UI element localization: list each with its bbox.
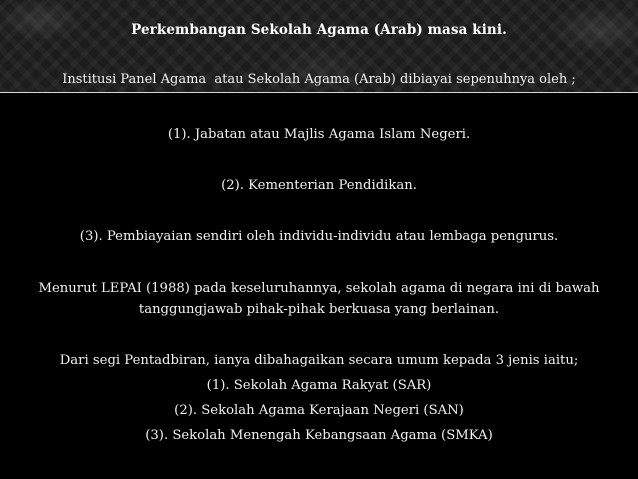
school-type-2: (2). Sekolah Agama Kerajaan Negeri (SAN) — [174, 403, 464, 418]
admin-intro: Dari segi Pentadbiran, ianya dibahagaikan secara umum kepada 3 jenis iaitu; — [59, 353, 579, 368]
lepai-text-line-2: tanggungjawab pihak-pihak berkuasa yang berlainan. — [138, 302, 500, 317]
slide-title: Perkembangan Sekolah Agama (Arab) masa kini. — [131, 22, 507, 38]
slide-subtitle: Institusi Panel Agama atau Sekolah Agama (Arab) dibiayai sepenuhnya oleh ; — [62, 72, 576, 87]
funding-item-1: (1). Jabatan atau Majlis Agama Islam Negeri. — [167, 127, 471, 142]
funding-item-2: (2). Kementerian Pendidikan. — [221, 178, 417, 193]
school-type-3: (3). Sekolah Menengah Kebangsaan Agama (SMKA) — [145, 428, 493, 443]
banner-divider — [0, 92, 638, 93]
school-type-1: (1). Sekolah Agama Rakyat (SAR) — [206, 378, 432, 393]
funding-item-3: (3). Pembiayaian sendiri oleh individu-individu atau lembaga pengurus. — [79, 229, 559, 244]
lepai-text-line-1: Menurut LEPAI (1988) pada keseluruhannya, sekolah agama di negara ini di bawah — [38, 281, 600, 296]
